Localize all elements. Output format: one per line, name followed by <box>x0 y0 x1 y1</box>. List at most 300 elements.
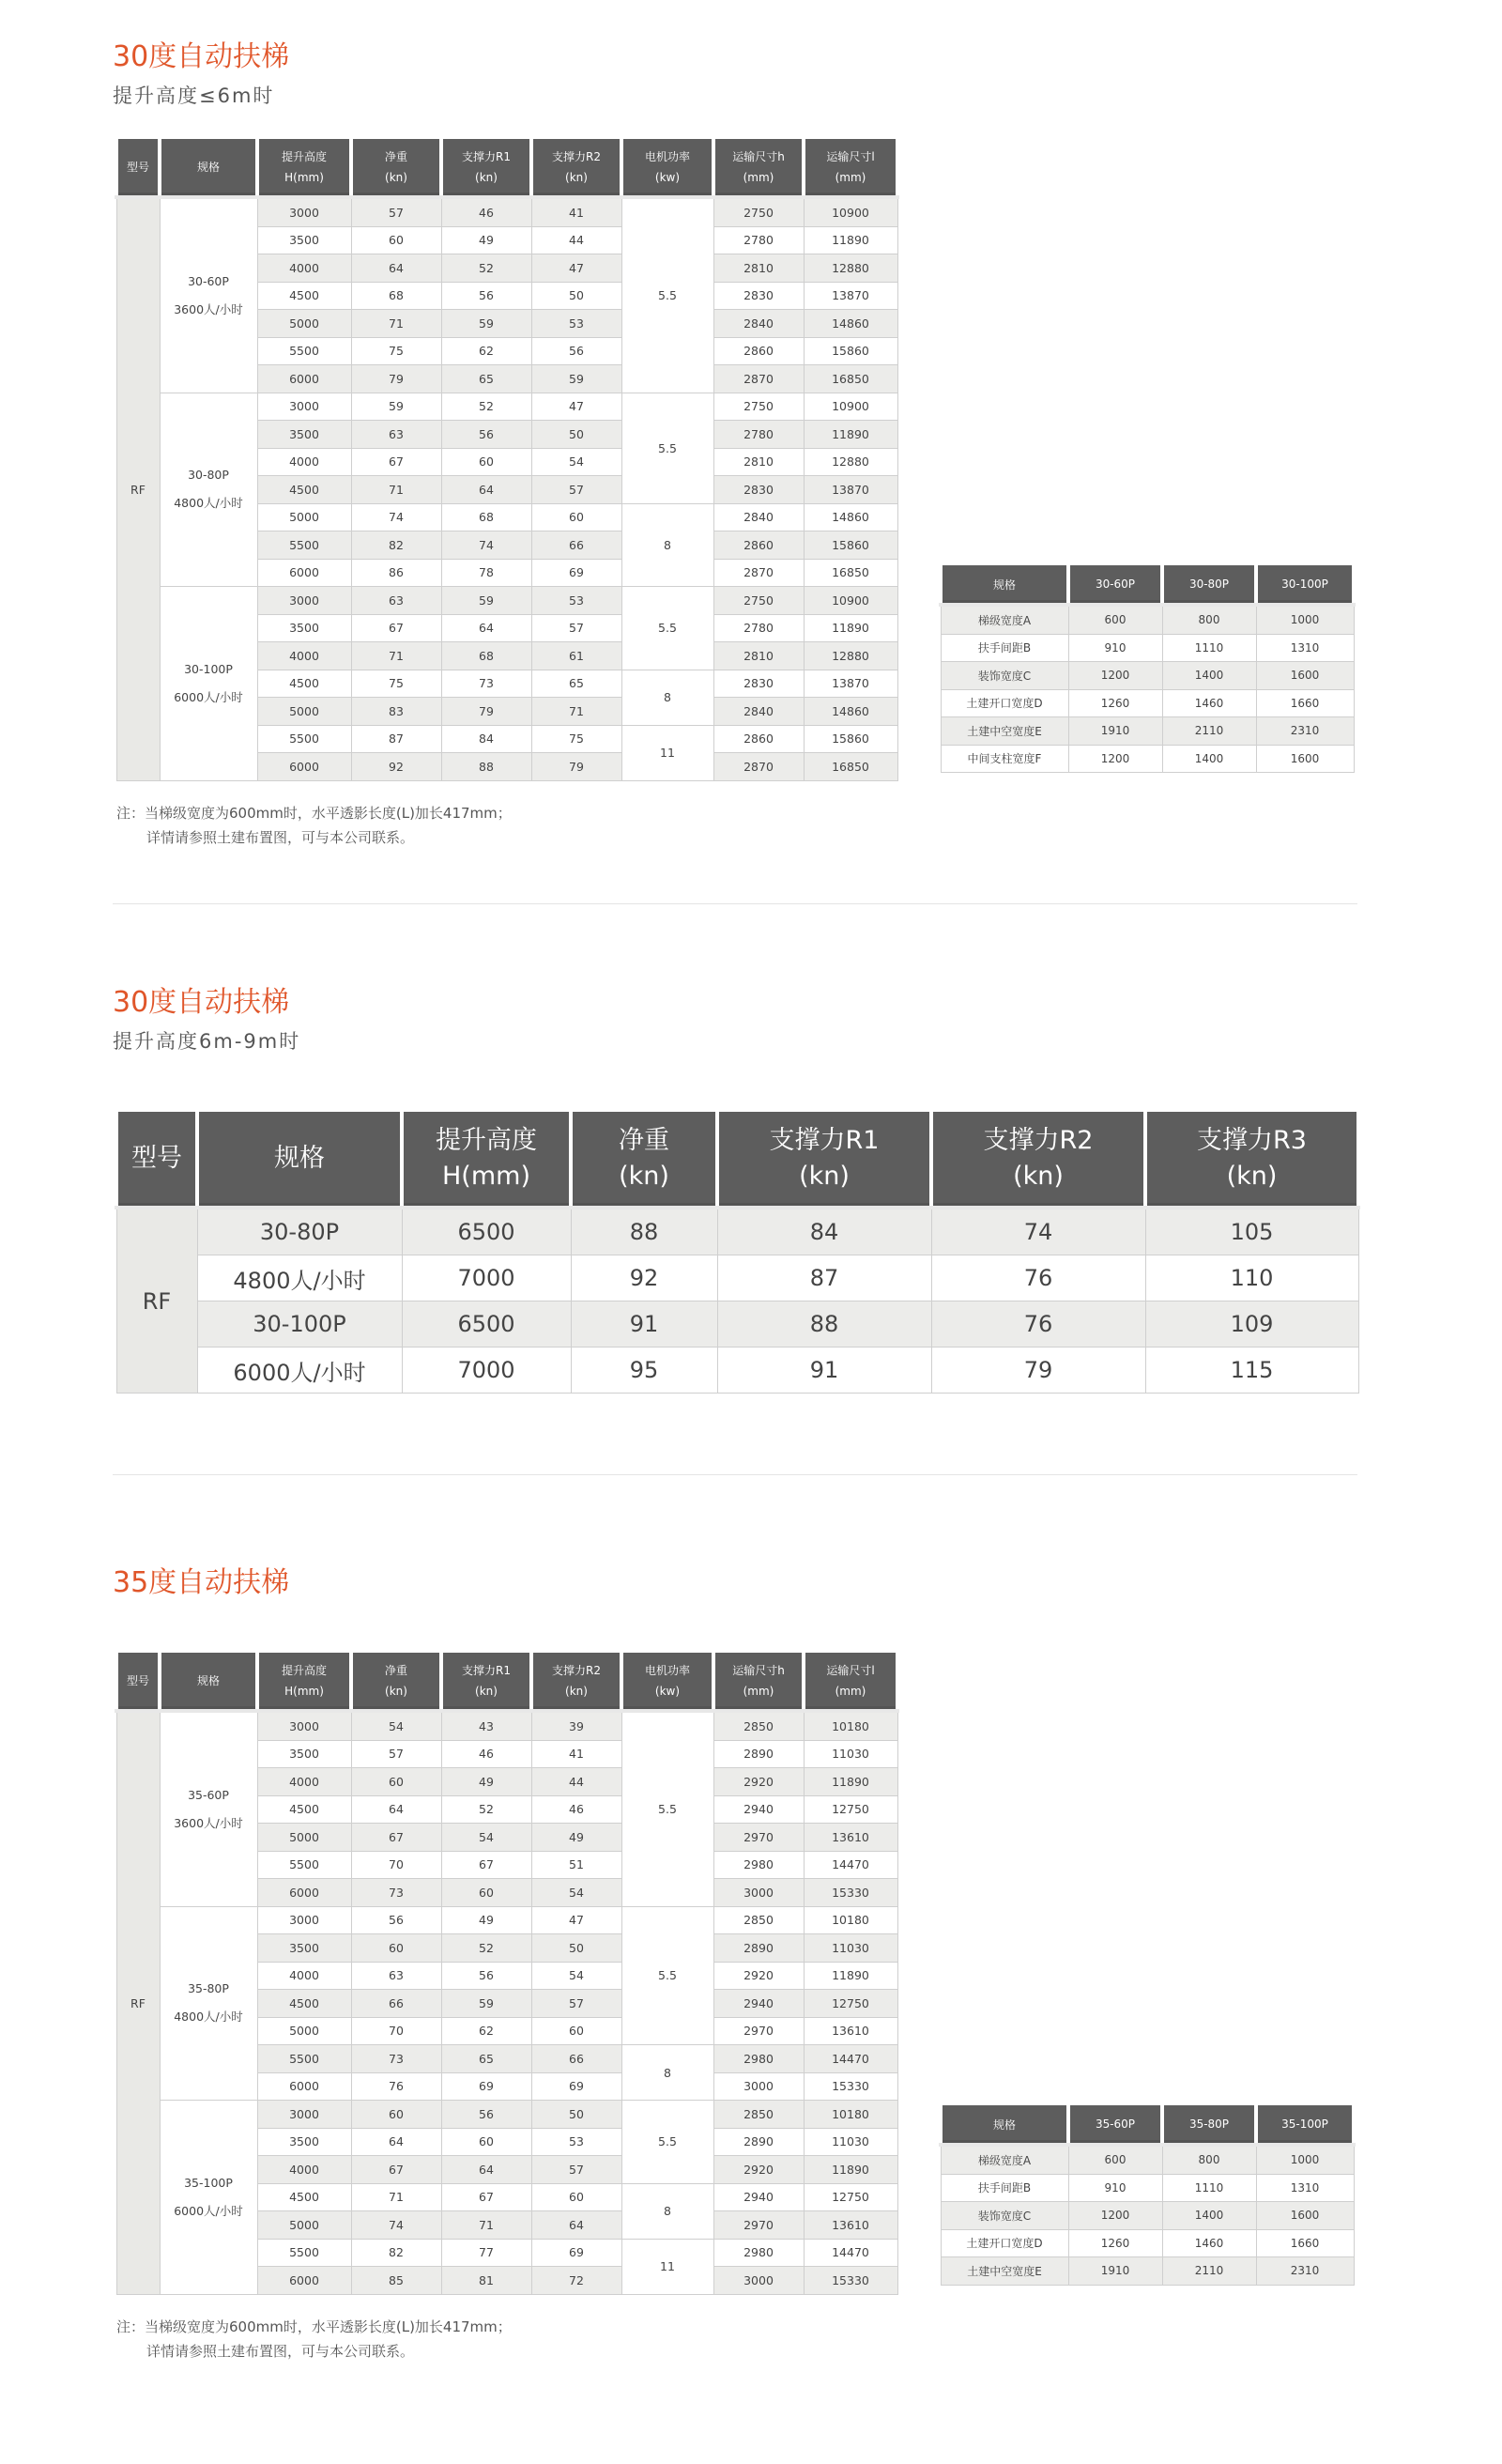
row-label: 土建开口宽度D <box>941 2229 1068 2257</box>
value-cell: 54 <box>531 1962 621 1990</box>
value-cell: 2870 <box>713 559 804 587</box>
value-cell: 13870 <box>804 670 897 698</box>
section-divider <box>113 1474 1357 1475</box>
row-label: 梯级宽度A <box>941 605 1068 634</box>
value-cell: 88 <box>571 1208 717 1255</box>
value-cell: 1600 <box>1256 745 1354 773</box>
section3-escalator-table <box>115 1653 899 2295</box>
value-cell: 60 <box>531 2183 621 2211</box>
value-cell: 59 <box>531 365 621 393</box>
value-cell: 57 <box>531 1990 621 2018</box>
value-cell: 4500 <box>257 1990 351 2018</box>
value-cell: 4500 <box>257 282 351 310</box>
value-cell: 54 <box>441 1824 531 1852</box>
value-cell: 6500 <box>402 1301 571 1348</box>
motor-power-cell: 5.5 <box>621 1711 713 1906</box>
value-cell: 2920 <box>713 2156 804 2184</box>
value-cell: 47 <box>531 1906 621 1934</box>
section2-subtitle: 提升高度6m-9m时 <box>113 1030 301 1053</box>
value-cell: 2750 <box>713 587 804 615</box>
value-cell: 71 <box>351 2183 441 2211</box>
column-header: 规格 <box>941 565 1068 605</box>
value-cell: 3000 <box>257 1906 351 1934</box>
column-header-text: (mm) <box>835 1685 866 1698</box>
value-cell: 2860 <box>713 725 804 753</box>
value-cell: 62 <box>441 337 531 365</box>
value-cell: 2970 <box>713 1824 804 1852</box>
value-cell: 2110 <box>1162 717 1256 746</box>
value-cell: 92 <box>351 753 441 781</box>
row-label: 扶手间距B <box>941 2174 1068 2202</box>
value-cell: 2890 <box>713 2128 804 2156</box>
value-cell: 7000 <box>402 1348 571 1394</box>
value-cell: 41 <box>531 1740 621 1768</box>
value-cell: 92 <box>571 1255 717 1301</box>
value-cell: 15330 <box>804 2072 897 2101</box>
column-header-text: 运输尺寸l <box>826 150 875 163</box>
value-cell: 5500 <box>257 1851 351 1879</box>
value-cell: 4500 <box>257 670 351 698</box>
value-cell: 14470 <box>804 2045 897 2073</box>
row-label: 装饰宽度C <box>941 2202 1068 2230</box>
value-cell: 2780 <box>713 421 804 449</box>
value-cell: 67 <box>351 614 441 642</box>
section3-title: 35度自动扶梯 <box>113 1566 290 1599</box>
value-cell: 64 <box>531 2211 621 2240</box>
value-cell: 1600 <box>1256 662 1354 690</box>
value-cell: 71 <box>351 310 441 338</box>
spec-cell <box>160 393 257 587</box>
value-cell: 1600 <box>1256 2202 1354 2230</box>
value-cell: 49 <box>441 1906 531 1934</box>
value-cell: 2750 <box>713 393 804 421</box>
value-cell: 1260 <box>1068 689 1162 717</box>
spec-model: 35-60P <box>188 1787 229 1802</box>
column-header-text: 运输尺寸l <box>826 1664 875 1677</box>
column-header <box>116 139 160 197</box>
value-cell: 67 <box>351 2156 441 2184</box>
value-cell: 3000 <box>257 1711 351 1740</box>
motor-power-cell: 5.5 <box>621 197 713 393</box>
value-cell: 7000 <box>402 1255 571 1301</box>
value-cell: 13610 <box>804 1824 897 1852</box>
value-cell: 82 <box>351 2239 441 2267</box>
value-cell: 1000 <box>1256 2145 1354 2174</box>
table-row <box>941 2229 1354 2257</box>
column-header-text: 支撑力R3 <box>1197 1126 1307 1155</box>
value-cell: 56 <box>441 282 531 310</box>
table-row <box>116 2101 897 2129</box>
value-cell: 41 <box>531 197 621 226</box>
column-header-text: (kw) <box>654 1685 681 1698</box>
value-cell: 910 <box>1068 2174 1162 2202</box>
column-header <box>116 1653 160 1711</box>
value-cell: 64 <box>441 2156 531 2184</box>
value-cell: 1660 <box>1256 689 1354 717</box>
value-cell: 2830 <box>713 476 804 504</box>
spec-model: 35-80P <box>188 1981 229 1996</box>
column-header-text: 运输尺寸h <box>732 150 785 163</box>
value-cell: 3000 <box>713 2267 804 2295</box>
column-header <box>713 1653 804 1711</box>
value-cell: 3000 <box>713 2072 804 2101</box>
value-cell: 66 <box>531 531 621 560</box>
value-cell: 105 <box>1145 1208 1358 1255</box>
value-cell: 2810 <box>713 448 804 476</box>
value-cell: 64 <box>351 2128 441 2156</box>
value-cell: 88 <box>717 1301 931 1348</box>
row-label: 中间支柱宽度F <box>941 745 1068 773</box>
value-cell: 44 <box>531 226 621 254</box>
value-cell: 14860 <box>804 698 897 726</box>
value-cell: 6000 <box>257 753 351 781</box>
value-cell: 87 <box>717 1255 931 1301</box>
value-cell: 87 <box>351 725 441 753</box>
column-header-text: 支撑力R1 <box>462 150 511 163</box>
column-header-text: H(mm) <box>442 1162 530 1191</box>
value-cell: 14470 <box>804 2239 897 2267</box>
value-cell: 2110 <box>1162 2257 1256 2286</box>
value-cell: 62 <box>441 2017 531 2045</box>
column-header <box>531 1653 621 1711</box>
value-cell: 12750 <box>804 1795 897 1824</box>
column-header-text: (kw) <box>654 171 681 184</box>
value-cell: 6000 <box>257 2267 351 2295</box>
value-cell: 12880 <box>804 642 897 670</box>
value-cell: 86 <box>351 559 441 587</box>
value-cell: 74 <box>931 1208 1145 1255</box>
value-cell: 15860 <box>804 337 897 365</box>
value-cell: 72 <box>531 2267 621 2295</box>
value-cell: 47 <box>531 393 621 421</box>
row-label: 土建中空宽度E <box>941 2257 1068 2286</box>
value-cell: 51 <box>531 1851 621 1879</box>
value-cell: 59 <box>441 1990 531 2018</box>
value-cell: 88 <box>441 753 531 781</box>
value-cell: 67 <box>441 2183 531 2211</box>
value-cell: 1310 <box>1256 2174 1354 2202</box>
value-cell: 68 <box>441 503 531 531</box>
column-header <box>1145 1112 1358 1208</box>
column-header <box>621 1653 713 1711</box>
value-cell: 5500 <box>257 337 351 365</box>
value-cell: 54 <box>531 448 621 476</box>
value-cell: 50 <box>531 1934 621 1963</box>
column-header-text: H(mm) <box>284 1685 324 1698</box>
column-header <box>197 1112 402 1208</box>
value-cell: 52 <box>441 254 531 283</box>
table-row <box>941 2145 1354 2174</box>
column-header-text: 净重 <box>619 1126 669 1155</box>
column-header-text: 支撑力R1 <box>462 1664 511 1677</box>
column-header <box>713 139 804 197</box>
table-row <box>116 1301 1358 1348</box>
value-cell: 2810 <box>713 642 804 670</box>
motor-power-cell: 8 <box>621 2183 713 2239</box>
value-cell: 3500 <box>257 1740 351 1768</box>
value-cell: 71 <box>351 476 441 504</box>
value-cell: 57 <box>531 614 621 642</box>
value-cell: 82 <box>351 531 441 560</box>
note-line: 注：当梯级宽度为600mm时，水平透影长度(L)加长417mm； <box>116 2318 512 2335</box>
column-header: 30-100P <box>1256 565 1354 605</box>
column-header-text: (kn) <box>565 1685 588 1698</box>
spec-cell <box>160 1711 257 1906</box>
value-cell: 4500 <box>257 476 351 504</box>
spec-cell <box>160 2101 257 2295</box>
value-cell: 67 <box>441 1851 531 1879</box>
table-header-row <box>941 2105 1354 2145</box>
column-header-text: 规格 <box>196 1674 220 1687</box>
value-cell: 15860 <box>804 531 897 560</box>
value-cell: 64 <box>351 254 441 283</box>
spec-model: 30-100P <box>184 661 233 676</box>
value-cell: 4000 <box>257 642 351 670</box>
value-cell: 53 <box>531 587 621 615</box>
motor-power-cell: 8 <box>621 503 713 587</box>
value-cell: 79 <box>441 698 531 726</box>
spec-cell <box>160 197 257 393</box>
value-cell: 76 <box>931 1255 1145 1301</box>
table-row <box>941 745 1354 773</box>
value-cell: 84 <box>717 1208 931 1255</box>
value-cell: 95 <box>571 1348 717 1394</box>
value-cell: 12880 <box>804 448 897 476</box>
spec-model: 35-100P <box>184 2175 233 2190</box>
value-cell: 56 <box>441 1962 531 1990</box>
value-cell: 49 <box>441 226 531 254</box>
value-cell: 60 <box>441 1879 531 1907</box>
value-cell: 14860 <box>804 503 897 531</box>
value-cell: 65 <box>441 2045 531 2073</box>
spec-model: 30-80P <box>188 468 229 483</box>
table-row <box>116 1255 1358 1301</box>
value-cell: 4000 <box>257 1962 351 1990</box>
value-cell: 5000 <box>257 698 351 726</box>
value-cell: 39 <box>531 1711 621 1740</box>
value-cell: 79 <box>931 1348 1145 1394</box>
value-cell: 1400 <box>1162 662 1256 690</box>
table-row <box>941 2257 1354 2286</box>
value-cell: 91 <box>717 1348 931 1394</box>
table-row <box>941 689 1354 717</box>
value-cell: 56 <box>531 337 621 365</box>
value-cell: 13610 <box>804 2211 897 2240</box>
value-cell: 11890 <box>804 421 897 449</box>
table-row <box>116 393 897 421</box>
value-cell: 57 <box>531 476 621 504</box>
value-cell: 12880 <box>804 254 897 283</box>
value-cell: 1200 <box>1068 662 1162 690</box>
section1-title: 30度自动扶梯 <box>113 40 290 73</box>
value-cell: 6000 <box>257 559 351 587</box>
value-cell: 109 <box>1145 1301 1358 1348</box>
value-cell: 81 <box>441 2267 531 2295</box>
value-cell: 4000 <box>257 2156 351 2184</box>
value-cell: 16850 <box>804 559 897 587</box>
value-cell: 1200 <box>1068 2202 1162 2230</box>
value-cell: 1660 <box>1256 2229 1354 2257</box>
column-header: 35-80P <box>1162 2105 1256 2145</box>
value-cell: 11030 <box>804 1740 897 1768</box>
table-header-row <box>941 565 1354 605</box>
table-row <box>116 197 897 226</box>
value-cell: 46 <box>441 1740 531 1768</box>
value-cell: 74 <box>351 2211 441 2240</box>
table-header-row <box>116 1112 1358 1208</box>
value-cell: 46 <box>441 197 531 226</box>
value-cell: 2840 <box>713 310 804 338</box>
column-header: 30-60P <box>1068 565 1162 605</box>
value-cell: 3000 <box>713 1879 804 1907</box>
column-header-text: (kn) <box>619 1162 669 1191</box>
value-cell: 64 <box>351 1795 441 1824</box>
motor-power-cell: 11 <box>621 725 713 780</box>
value-cell: 1200 <box>1068 745 1162 773</box>
value-cell: 3500 <box>257 421 351 449</box>
column-header <box>717 1112 931 1208</box>
value-cell: 70 <box>351 1851 441 1879</box>
value-cell: 1400 <box>1162 2202 1256 2230</box>
value-cell: 2750 <box>713 197 804 226</box>
column-header-text: 支撑力R2 <box>552 1664 601 1677</box>
value-cell: 5000 <box>257 310 351 338</box>
value-cell: 800 <box>1162 605 1256 634</box>
table-row <box>116 1348 1358 1394</box>
value-cell: 2940 <box>713 1990 804 2018</box>
value-cell: 76 <box>351 2072 441 2101</box>
column-header <box>351 139 441 197</box>
value-cell: 56 <box>351 1906 441 1934</box>
value-cell: 13610 <box>804 2017 897 2045</box>
value-cell: 5500 <box>257 2045 351 2073</box>
row-label: 梯级宽度A <box>941 2145 1068 2174</box>
value-cell: 11030 <box>804 2128 897 2156</box>
value-cell: 15330 <box>804 2267 897 2295</box>
value-cell: 53 <box>531 310 621 338</box>
value-cell: 2310 <box>1256 717 1354 746</box>
value-cell: 65 <box>531 670 621 698</box>
column-header-text: 型号 <box>126 1674 149 1687</box>
value-cell: 2810 <box>713 254 804 283</box>
value-cell: 54 <box>531 1879 621 1907</box>
section1-escalator-table <box>115 139 899 781</box>
value-cell: 5500 <box>257 531 351 560</box>
value-cell: 74 <box>441 531 531 560</box>
motor-power-cell: 5.5 <box>621 1906 713 2045</box>
column-header-text: (kn) <box>475 1685 498 1698</box>
value-cell: 2890 <box>713 1740 804 1768</box>
column-header <box>804 139 897 197</box>
column-header-text: (kn) <box>1226 1162 1278 1191</box>
value-cell: 83 <box>351 698 441 726</box>
value-cell: 75 <box>351 670 441 698</box>
value-cell: 12750 <box>804 1990 897 2018</box>
value-cell: 63 <box>351 1962 441 1990</box>
value-cell: 600 <box>1068 605 1162 634</box>
value-cell: 79 <box>531 753 621 781</box>
column-header-text: 规格 <box>196 161 220 174</box>
section-divider <box>113 903 1357 904</box>
value-cell: 5000 <box>257 1824 351 1852</box>
value-cell: 74 <box>351 503 441 531</box>
value-cell: 3000 <box>257 2101 351 2129</box>
value-cell: 75 <box>351 337 441 365</box>
note-line: 注：当梯级宽度为600mm时，水平透影长度(L)加长417mm； <box>116 805 512 822</box>
value-cell: 4500 <box>257 1795 351 1824</box>
motor-power-cell: 8 <box>621 670 713 725</box>
column-header <box>804 1653 897 1711</box>
value-cell: 85 <box>351 2267 441 2295</box>
model-cell: RF <box>116 197 160 780</box>
value-cell: 66 <box>531 2045 621 2073</box>
column-header-text: 支撑力R2 <box>983 1126 1094 1155</box>
value-cell: 47 <box>531 254 621 283</box>
motor-power-cell: 8 <box>621 2045 713 2101</box>
value-cell: 75 <box>531 725 621 753</box>
table-row <box>941 717 1354 746</box>
value-cell: 73 <box>351 2045 441 2073</box>
value-cell: 6000 <box>257 2072 351 2101</box>
value-cell: 16850 <box>804 365 897 393</box>
value-cell: 4000 <box>257 254 351 283</box>
column-header: 35-100P <box>1256 2105 1354 2145</box>
value-cell: 1260 <box>1068 2229 1162 2257</box>
table-row <box>116 1906 897 1934</box>
value-cell: 910 <box>1068 634 1162 662</box>
column-header <box>402 1112 571 1208</box>
value-cell: 10180 <box>804 2101 897 2129</box>
note-line: 详情请参照土建布置图，可与本公司联系。 <box>146 2343 415 2360</box>
value-cell: 57 <box>531 2156 621 2184</box>
model-cell: RF <box>116 1208 197 1394</box>
value-cell: 60 <box>531 503 621 531</box>
value-cell: 6500 <box>402 1208 571 1255</box>
value-cell: 68 <box>351 282 441 310</box>
value-cell: 73 <box>441 670 531 698</box>
value-cell: 11890 <box>804 614 897 642</box>
value-cell: 3000 <box>257 197 351 226</box>
spec-capacity: 4800人/小时 <box>174 496 243 511</box>
value-cell: 59 <box>441 310 531 338</box>
value-cell: 67 <box>351 1824 441 1852</box>
table-row <box>941 662 1354 690</box>
row-label: 装饰宽度C <box>941 662 1068 690</box>
value-cell: 2920 <box>713 1962 804 1990</box>
column-header-text: (mm) <box>743 1685 774 1698</box>
value-cell: 2890 <box>713 1934 804 1963</box>
value-cell: 2980 <box>713 2045 804 2073</box>
value-cell: 52 <box>441 1795 531 1824</box>
value-cell: 49 <box>441 1768 531 1796</box>
value-cell: 68 <box>441 642 531 670</box>
value-cell: 4000 <box>257 448 351 476</box>
value-cell: 11890 <box>804 1962 897 1990</box>
value-cell: 73 <box>351 1879 441 1907</box>
value-cell: 1000 <box>1256 605 1354 634</box>
value-cell: 10180 <box>804 1711 897 1740</box>
value-cell: 67 <box>351 448 441 476</box>
value-cell: 50 <box>531 2101 621 2129</box>
value-cell: 5000 <box>257 2017 351 2045</box>
row-label: 土建开口宽度D <box>941 689 1068 717</box>
value-cell: 2850 <box>713 1906 804 1934</box>
column-header-text: (kn) <box>565 171 588 184</box>
value-cell: 11890 <box>804 226 897 254</box>
value-cell: 60 <box>531 2017 621 2045</box>
value-cell: 3500 <box>257 614 351 642</box>
value-cell: 69 <box>531 559 621 587</box>
